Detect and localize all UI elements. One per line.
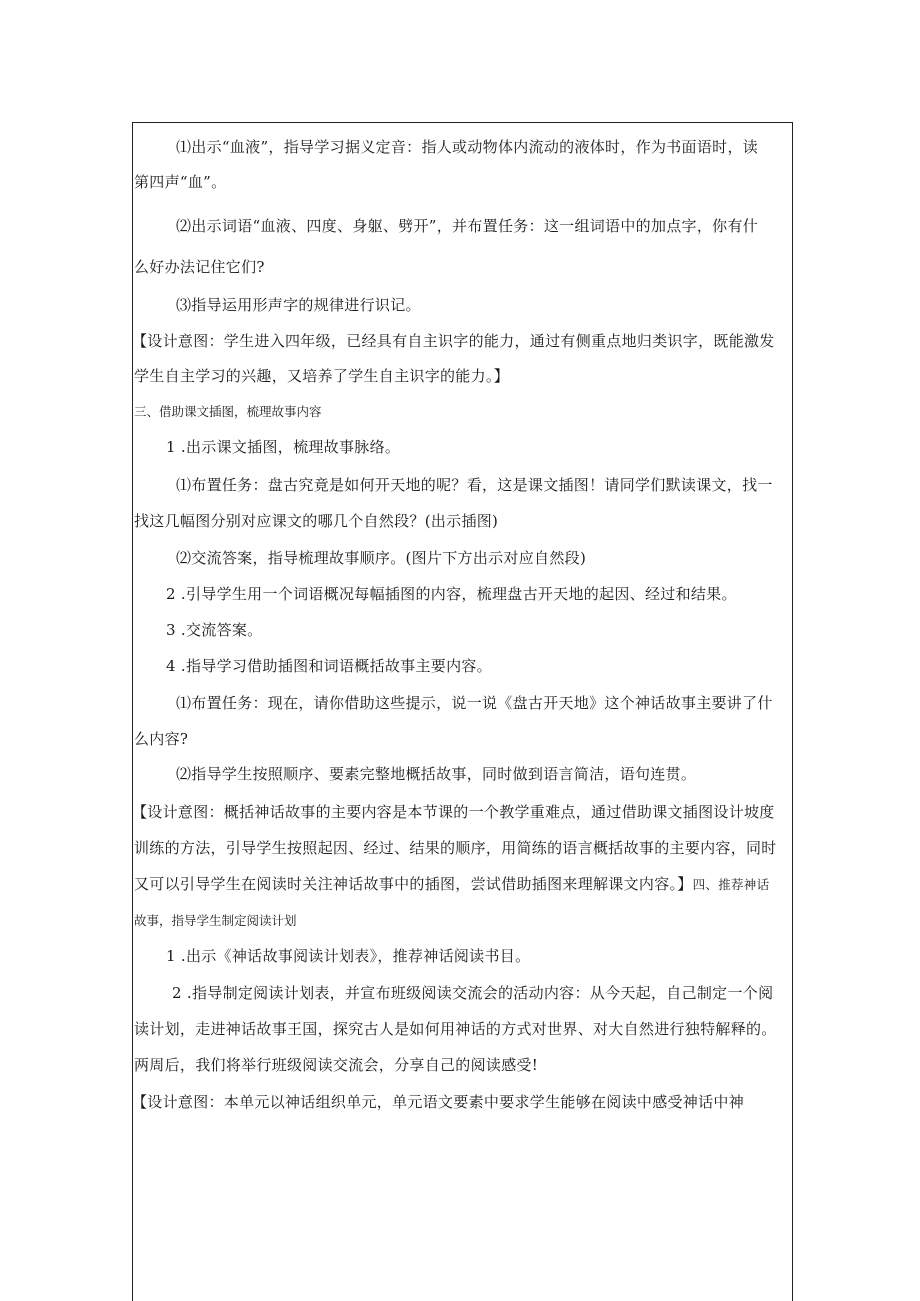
section-4-heading-line-2: 故事，指导学生制定阅读计划 bbox=[134, 913, 297, 928]
design-intent-1-line-1: 【设计意图：学生进入四年级，已经具有自主识字的能力，通过有侧重点地归类识字，既能激发 bbox=[132, 332, 775, 350]
section-4-item-2-line-1: 2 .指导制定阅读计划表，并宣布班级阅读交流会的活动内容：从今天起，自己制定一个阅 bbox=[172, 984, 774, 1002]
step-3-text: ⑶指导运用形声字的规律进行识记。 bbox=[176, 296, 421, 314]
section-3-item-4a-line-2: 么内容? bbox=[134, 730, 189, 748]
design-intent-3-line-1: 【设计意图：本单元以神话组织单元，单元语文要素中要求学生能够在阅读中感受神话中神 bbox=[132, 1093, 745, 1111]
design-intent-2-line-3 bbox=[134, 874, 769, 895]
section-3-item-1a-line-1: ⑴布置任务：盘古究竟是如何开天地的呢？看，这是课文插图！请同学们默读课文，找一 bbox=[176, 476, 773, 494]
section-3-item-2: 2 .引导学生用一个词语概况每幅插图的内容，梳理盘古开天地的起因、经过和结果。 bbox=[166, 585, 737, 603]
design-intent-2-line-1: 【设计意图：概括神话故事的主要内容是本节课的一个教学重难点，通过借助课文插图设计坡度 bbox=[132, 803, 775, 821]
section-4-item-2-line-2: 读计划，走进神话故事王国，探究古人是如何用神话的方式对世界、对大自然进行独特解释的。 bbox=[134, 1020, 777, 1038]
step-1-text-line-1: ⑴出示“血液”，指导学习据义定音：指人或动物体内流动的液体时，作为书面语时，读 bbox=[176, 138, 759, 156]
section-3-item-1b: ⑵交流答案，指导梳理故事顺序。(图片下方出示对应自然段) bbox=[176, 549, 587, 567]
step-1-text-line-2: 第四声“血”。 bbox=[134, 173, 227, 191]
section-3-heading: 三、借助课文插图，梳理故事内容 bbox=[134, 404, 322, 419]
step-2-text-line-2: 么好办法记住它们? bbox=[134, 258, 265, 276]
step-2-text-line-1: ⑵出示词语“血液、四度、身躯、劈开”，并布置任务：这一组词语中的加点字，你有什 bbox=[176, 217, 759, 235]
section-4-item-1: 1 .出示《神话故事阅读计划表》，推荐神话阅读书目。 bbox=[166, 947, 531, 965]
section-3-item-1: 1 .出示课文插图，梳理故事脉络。 bbox=[166, 438, 401, 456]
design-intent-2-line-3-main: 又可以引导学生在阅读时关注神话故事中的插图，尝试借助插图来理解课文内容。】 bbox=[134, 875, 693, 893]
section-3-item-4a-line-1: ⑴布置任务：现在，请你借助这些提示，说一说《盘古开天地》这个神话故事主要讲了什 bbox=[176, 694, 773, 712]
section-4-item-2-line-3: 两周后，我们将举行班级阅读交流会，分享自己的阅读感受! bbox=[134, 1056, 539, 1074]
section-4-heading-start: 四、推荐神话 bbox=[692, 877, 770, 892]
section-3-item-1a-line-2: 找这几幅图分别对应课文的哪几个自然段？(出示插图) bbox=[134, 512, 499, 530]
section-3-item-4: 4 .指导学习借助插图和词语概括故事主要内容。 bbox=[166, 657, 492, 675]
section-3-item-3: 3 .交流答案。 bbox=[166, 621, 263, 639]
design-intent-1-line-2: 学生自主学习的兴趣，又培养了学生自主识字的能力。】 bbox=[134, 367, 510, 385]
design-intent-2-line-2: 训练的方法，引导学生按照起因、经过、结果的顺序，用简练的语言概括故事的主要内容，同时 bbox=[134, 839, 777, 857]
section-3-item-4b: ⑵指导学生按照顺序、要素完整地概括故事，同时做到语言简洁，语句连贯。 bbox=[176, 765, 697, 783]
